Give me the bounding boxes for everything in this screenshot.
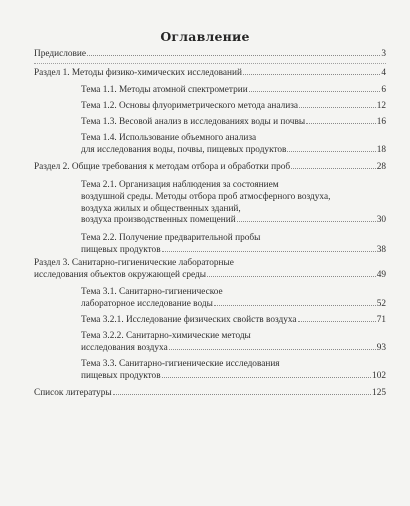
toc-entry-title-continued: воздуха производственных помещений bbox=[81, 215, 236, 226]
toc-entry-title-continued: исследования объектов окружающей среды bbox=[34, 269, 207, 280]
toc-entry bbox=[34, 68, 386, 80]
toc-entry-title: Тема 1.1. Методы атомной спектрометрии bbox=[81, 85, 248, 95]
toc-entry-page: 28 bbox=[376, 162, 386, 172]
toc-entry bbox=[81, 133, 386, 157]
toc-entry-title: Раздел 1. Методы физико-химических исследований bbox=[34, 68, 242, 78]
toc-entry-title: Тема 3.2.2. Санитарно-химические методы bbox=[81, 331, 251, 341]
toc-entry bbox=[81, 331, 386, 355]
toc-entry-page: 125 bbox=[372, 388, 386, 398]
toc-entry-title: Тема 3.1. Санитарно-гигиеническое bbox=[81, 287, 223, 297]
toc-entry bbox=[81, 287, 386, 311]
toc-entry-page: 52 bbox=[376, 298, 386, 309]
toc-entry-title-continued: исследования воздуха bbox=[81, 342, 168, 353]
toc-entry-title: Список литературы bbox=[34, 388, 112, 398]
toc-entry bbox=[81, 315, 386, 327]
toc-entry-title: Тема 1.2. Основы флуориметрического метода анализа bbox=[81, 101, 298, 111]
toc-entry-title: Тема 2.1. Организация наблюдения за состоянием bbox=[81, 180, 279, 190]
toc-entry-title: Тема 1.3. Весовой анализ в исследованиях воды и почвы bbox=[81, 117, 306, 127]
toc-entry bbox=[81, 359, 386, 383]
toc-entry bbox=[81, 180, 386, 227]
toc-entry-page: 12 bbox=[376, 101, 386, 111]
toc-entry-page: 18 bbox=[376, 144, 386, 155]
toc-entry-page: 6 bbox=[381, 85, 386, 95]
toc-entry bbox=[34, 388, 386, 400]
page-title: Оглавление bbox=[160, 29, 250, 44]
toc-entry bbox=[81, 101, 386, 113]
toc-entry-page: 38 bbox=[376, 244, 386, 255]
toc-entry-page: 30 bbox=[376, 215, 386, 226]
toc-entry bbox=[34, 49, 386, 61]
toc-entry bbox=[81, 85, 386, 97]
toc-entry-title-continued: воздушной среды. Методы отбора проб атмосферного воздуха, bbox=[81, 191, 331, 202]
toc-entry-page: 71 bbox=[376, 315, 386, 325]
toc-entry bbox=[81, 233, 386, 257]
toc-entry-page: 4 bbox=[381, 68, 386, 78]
toc-entry-title: Тема 3.2.1. Исследование физических свойств воздуха bbox=[81, 315, 297, 325]
toc-entry-title-continued: для исследования воды, почвы, пищевых продуктов bbox=[81, 144, 287, 155]
toc-entry-title-continued: лабораторное исследование воды bbox=[81, 298, 213, 309]
toc-entry-title: Предисловие bbox=[34, 49, 86, 59]
toc-entry-title-continued: пищевых продуктов bbox=[81, 370, 161, 381]
toc-entry-page: 93 bbox=[376, 342, 386, 353]
toc-entry-page: 49 bbox=[376, 269, 386, 280]
toc-entry-title: Раздел 2. Общие требования к методам отбора и обработки проб bbox=[34, 162, 291, 172]
toc-entry-title-continued: пищевых продуктов bbox=[81, 244, 161, 255]
toc-entry-title-continued: воздуха жилых и общественных зданий, bbox=[81, 203, 241, 214]
toc-entry-page: 102 bbox=[372, 370, 386, 381]
toc-entry-page: 16 bbox=[376, 117, 386, 127]
toc-entry-page: 3 bbox=[381, 49, 386, 59]
toc-entry-title: Тема 1.4. Использование объемного анализа bbox=[81, 133, 257, 143]
divider bbox=[34, 63, 386, 64]
toc-entry-title: Тема 2.2. Получение предварительной пробы bbox=[81, 233, 261, 243]
toc-entry-title: Тема 3.3. Санитарно-гигиенические исследования bbox=[81, 359, 280, 369]
toc-entry-title: Раздел 3. Санитарно-гигиенические лабораторные bbox=[34, 258, 234, 268]
toc-entry bbox=[81, 117, 386, 129]
toc-entry bbox=[34, 162, 386, 174]
toc-entry bbox=[34, 258, 386, 282]
